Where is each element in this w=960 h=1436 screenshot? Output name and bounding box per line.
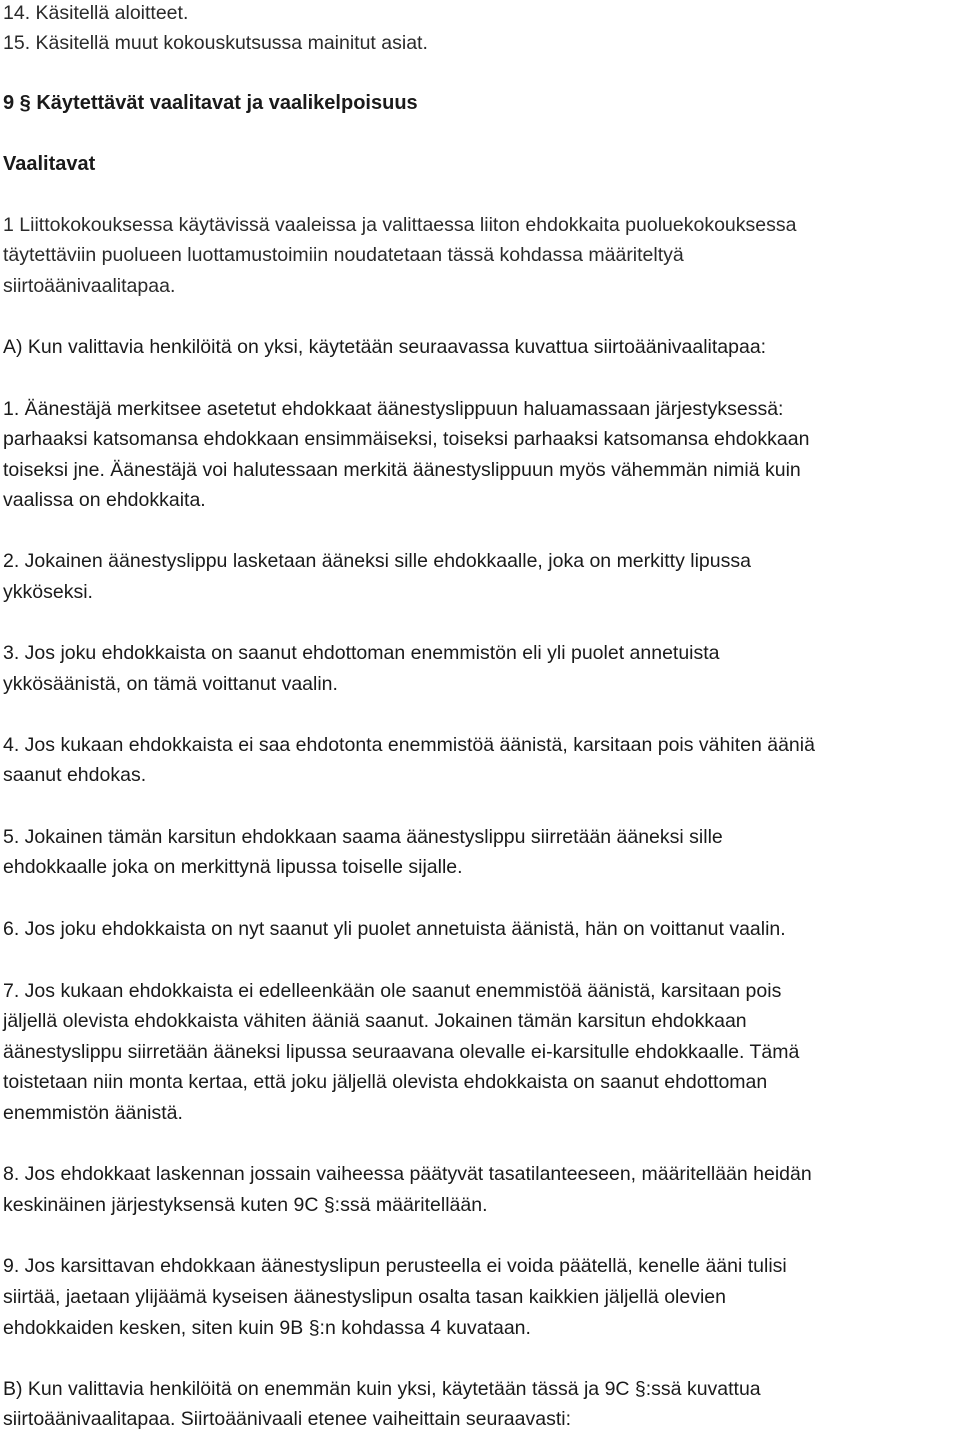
paragraph-1-line: siirtoäänivaalitapaa.: [3, 275, 176, 297]
item-2-line: 2. Jokainen äänestyslippu lasketaan ääneksi sille ehdokkaalle, joka on merkitty lipussa: [3, 550, 751, 572]
item-6-line: 6. Jos joku ehdokkaista on nyt saanut yli puolet annetuista äänistä, hän on voittanut vaalin.: [3, 918, 786, 940]
paragraph-b-line: siirtoäänivaalitapaa. Siirtoäänivaali etenee vaiheittain seuraavasti:: [3, 1408, 572, 1430]
agenda-item-15: 15. Käsitellä muut kokouskutsussa mainitut asiat.: [3, 32, 428, 54]
item-7-line: toistetaan niin monta kertaa, että joku jäljellä olevista ehdokkaista on saanut ehdottoman: [3, 1071, 768, 1093]
paragraph-1-line: täytettäviin puolueen luottamustoimiin noudatetaan tässä kohdassa määriteltyä: [3, 244, 684, 266]
item-1-line: vaalissa on ehdokkaita.: [3, 489, 206, 511]
item-9-line: siirtää, jaetaan ylijäämä kyseisen äänestyslipun osalta tasan kaikkien jäljellä olevien: [3, 1286, 726, 1308]
item-8-line: 8. Jos ehdokkaat laskennan jossain vaiheessa päätyvät tasatilanteeseen, määritellään heidän: [3, 1163, 812, 1185]
item-7-line: äänestyslippu siirretään ääneksi lipussa seuraavana olevalle ei-karsitulle ehdokkaalle. Tämä: [3, 1041, 800, 1063]
paragraph-b-line: B) Kun valittavia henkilöitä on enemmän kuin yksi, käytetään tässä ja 9C §:ssä kuvattua: [3, 1378, 761, 1400]
item-3-line: ykkösäänistä, on tämä voittanut vaalin.: [3, 673, 338, 695]
item-1-line: 1. Äänestäjä merkitsee asetetut ehdokkaat äänestyslippuun haluamassaan järjestyksessä:: [3, 398, 784, 420]
agenda-item-14: 14. Käsitellä aloitteet.: [3, 2, 189, 24]
item-1-line: toiseksi jne. Äänestäjä voi halutessaan merkitä äänestyslippuun myös vähemmän nimiä kuin: [3, 459, 801, 481]
item-4-line: saanut ehdokas.: [3, 764, 147, 786]
item-4-line: 4. Jos kukaan ehdokkaista ei saa ehdotonta enemmistöä äänistä, karsitaan pois vähiten ääniä: [3, 734, 815, 756]
item-7-line: enemmistön äänistä.: [3, 1102, 183, 1124]
item-3-line: 3. Jos joku ehdokkaista on saanut ehdottoman enemmistön eli yli puolet annetuista: [3, 642, 720, 664]
item-8-line: keskinäinen järjestyksensä kuten 9C §:ssä määritellään.: [3, 1194, 488, 1216]
item-5-line: ehdokkaalle joka on merkittynä lipussa toiselle sijalle.: [3, 856, 463, 878]
item-5-line: 5. Jokainen tämän karsitun ehdokkaan saama äänestyslippu siirretään ääneksi sille: [3, 826, 723, 848]
item-1-line: parhaaksi katsomansa ehdokkaan ensimmäiseksi, toiseksi parhaaksi katsomansa ehdokkaan: [3, 428, 810, 450]
item-2-line: ykköseksi.: [3, 581, 93, 603]
item-9-line: ehdokkaiden kesken, siten kuin 9B §:n kohdassa 4 kuvataan.: [3, 1317, 531, 1339]
section-heading: 9 § Käytettävät vaalitavat ja vaalikelpoisuus: [3, 92, 418, 114]
paragraph-1-line: 1 Liittokokouksessa käytävissä vaaleissa ja valittaessa liiton ehdokkaita puoluekokouksessa: [3, 214, 797, 236]
item-7-line: 7. Jos kukaan ehdokkaista ei edelleenkään ole saanut enemmistöä äänistä, karsitaan pois: [3, 980, 782, 1002]
item-7-line: jäljellä olevista ehdokkaista vähiten ääniä saanut. Jokainen tämän karsitun ehdokkaan: [3, 1010, 747, 1032]
item-9-line: 9. Jos karsittavan ehdokkaan äänestyslipun perusteella ei voida päätellä, kenelle ääni tulisi: [3, 1255, 787, 1277]
subheading: Vaalitavat: [3, 153, 96, 175]
paragraph-a: A) Kun valittavia henkilöitä on yksi, käytetään seuraavassa kuvattua siirtoäänivaalitapaa:: [3, 336, 767, 358]
